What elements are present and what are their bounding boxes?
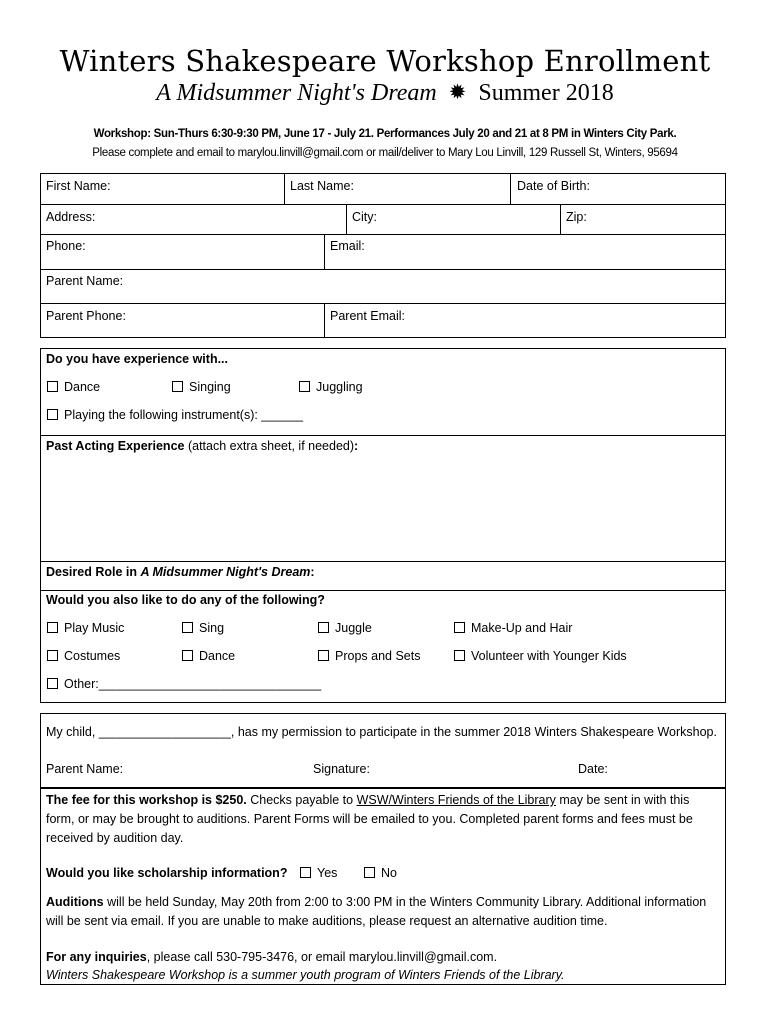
experience-box — [40, 348, 726, 703]
payee-text: WSW/Winters Friends of the Library — [356, 793, 556, 807]
parent-email-field[interactable]: Parent Email: — [330, 309, 406, 323]
past-acting-label[interactable]: Past Acting Experience (attach extra sheet, if needed): — [46, 439, 359, 453]
row-parent-name — [41, 269, 725, 303]
props-checkbox[interactable] — [318, 650, 329, 661]
play-music-checkbox[interactable] — [47, 622, 58, 633]
permission-date[interactable]: Date: — [578, 762, 608, 776]
act-other-option[interactable]: Other:________________________________ — [47, 677, 321, 691]
act-sing-option[interactable]: Sing — [182, 621, 224, 635]
address-field[interactable]: Address: — [46, 210, 96, 224]
student-info-box — [40, 173, 726, 338]
act-dance-checkbox[interactable] — [182, 650, 193, 661]
makeup-checkbox[interactable] — [454, 622, 465, 633]
exp-instrument-option[interactable]: Playing the following instrument(s): ______ — [47, 408, 303, 422]
fees-box — [40, 788, 726, 985]
act-volunteer-option[interactable]: Volunteer with Younger Kids — [454, 649, 627, 663]
inquiries-paragraph: For any inquiries, please call 530-795-3476, or email marylou.linvill@gmail.com. — [46, 950, 498, 964]
yes-checkbox[interactable] — [300, 867, 311, 878]
volunteer-checkbox[interactable] — [454, 650, 465, 661]
row-parent-contact — [41, 303, 725, 338]
parent-name-field[interactable]: Parent Name: — [46, 274, 124, 288]
permission-statement[interactable]: My child, ___________________, has my permission to participate in the summer 2018 Winters Shakespeare Workshop. — [46, 725, 717, 739]
activities-section — [41, 590, 725, 703]
act-dance-option[interactable]: Dance — [182, 649, 235, 663]
juggling-checkbox[interactable] — [299, 381, 310, 392]
scholarship-no-option[interactable]: No — [364, 866, 397, 880]
row-address — [41, 204, 725, 234]
form-title: Winters Shakespeare Workshop Enrollment — [59, 44, 711, 78]
past-acting-section — [41, 435, 725, 561]
zip-field[interactable]: Zip: — [566, 210, 587, 224]
juggle-checkbox[interactable] — [318, 622, 329, 633]
experience-heading: Do you have experience with... — [46, 352, 229, 366]
first-name-field[interactable]: First Name: — [46, 179, 111, 193]
city-field[interactable]: City: — [352, 210, 377, 224]
schedule-text: Workshop: Sun-Thurs 6:30-9:30 PM, June 17 - July 21. Performances July 20 and 21 at 8 PM in Winters City Park. — [93, 128, 677, 140]
sing-checkbox[interactable] — [182, 622, 193, 633]
desired-role-section — [41, 561, 725, 590]
parent-phone-field[interactable]: Parent Phone: — [46, 309, 126, 323]
fee-paragraph: The fee for this workshop is $250. Checks payable to WSW/Winters Friends of the Library may be sent in with this form, or may be brought to auditions. Parent Forms will be emailed to you. Completed parent forms and fees must be received by audition day. — [46, 793, 693, 845]
act-makeup-option[interactable]: Make-Up and Hair — [454, 621, 572, 635]
row-names — [41, 174, 725, 204]
scholarship-yes-option[interactable]: Yes — [300, 866, 337, 880]
no-checkbox[interactable] — [364, 867, 375, 878]
desired-role-label[interactable]: Desired Role in A Midsummer Night's Dream: — [46, 565, 315, 579]
act-juggle-option[interactable]: Juggle — [318, 621, 372, 635]
phone-field[interactable]: Phone: — [46, 239, 86, 253]
costumes-checkbox[interactable] — [47, 650, 58, 661]
auditions-paragraph: Auditions will be held Sunday, May 20th from 2:00 to 3:00 PM in the Winters Community Library. Additional information will be sent via email. If you are unable to make auditions, please request an alternative audition time. — [46, 895, 707, 928]
exp-singing-option[interactable]: Singing — [172, 380, 231, 394]
play-title: A Midsummer Night's Dream — [156, 80, 437, 106]
singing-checkbox[interactable] — [172, 381, 183, 392]
last-name-field[interactable]: Last Name: — [290, 179, 354, 193]
other-checkbox[interactable] — [47, 678, 58, 689]
activities-heading: Would you also like to do any of the following? — [46, 593, 325, 607]
act-costumes-option[interactable]: Costumes — [47, 649, 120, 663]
act-props-option[interactable]: Props and Sets — [318, 649, 420, 663]
star-icon: ✹ — [448, 80, 467, 104]
email-field[interactable]: Email: — [330, 239, 365, 253]
row-contact — [41, 234, 725, 269]
footer-note: Winters Shakespeare Workshop is a summer youth program of Winters Friends of the Library. — [46, 968, 565, 982]
permission-signature[interactable]: Signature: — [313, 762, 370, 776]
exp-juggling-option[interactable]: Juggling — [299, 380, 363, 394]
form-subtitle — [0, 80, 770, 107]
act-play-music-option[interactable]: Play Music — [47, 621, 124, 635]
instructions-text: Please complete and email to marylou.linvill@gmail.com or mail/deliver to Mary Lou Linvill, 129 Russell St, Winters, 95694 — [92, 147, 678, 159]
dance-checkbox[interactable] — [47, 381, 58, 392]
permission-parent-name[interactable]: Parent Name: — [46, 762, 124, 776]
scholarship-question: Would you like scholarship information? — [46, 866, 288, 880]
permission-box — [40, 713, 726, 788]
dob-field[interactable]: Date of Birth: — [517, 179, 590, 193]
instrument-checkbox[interactable] — [47, 409, 58, 420]
exp-dance-option[interactable]: Dance — [47, 380, 100, 394]
season: Summer 2018 — [478, 80, 614, 106]
